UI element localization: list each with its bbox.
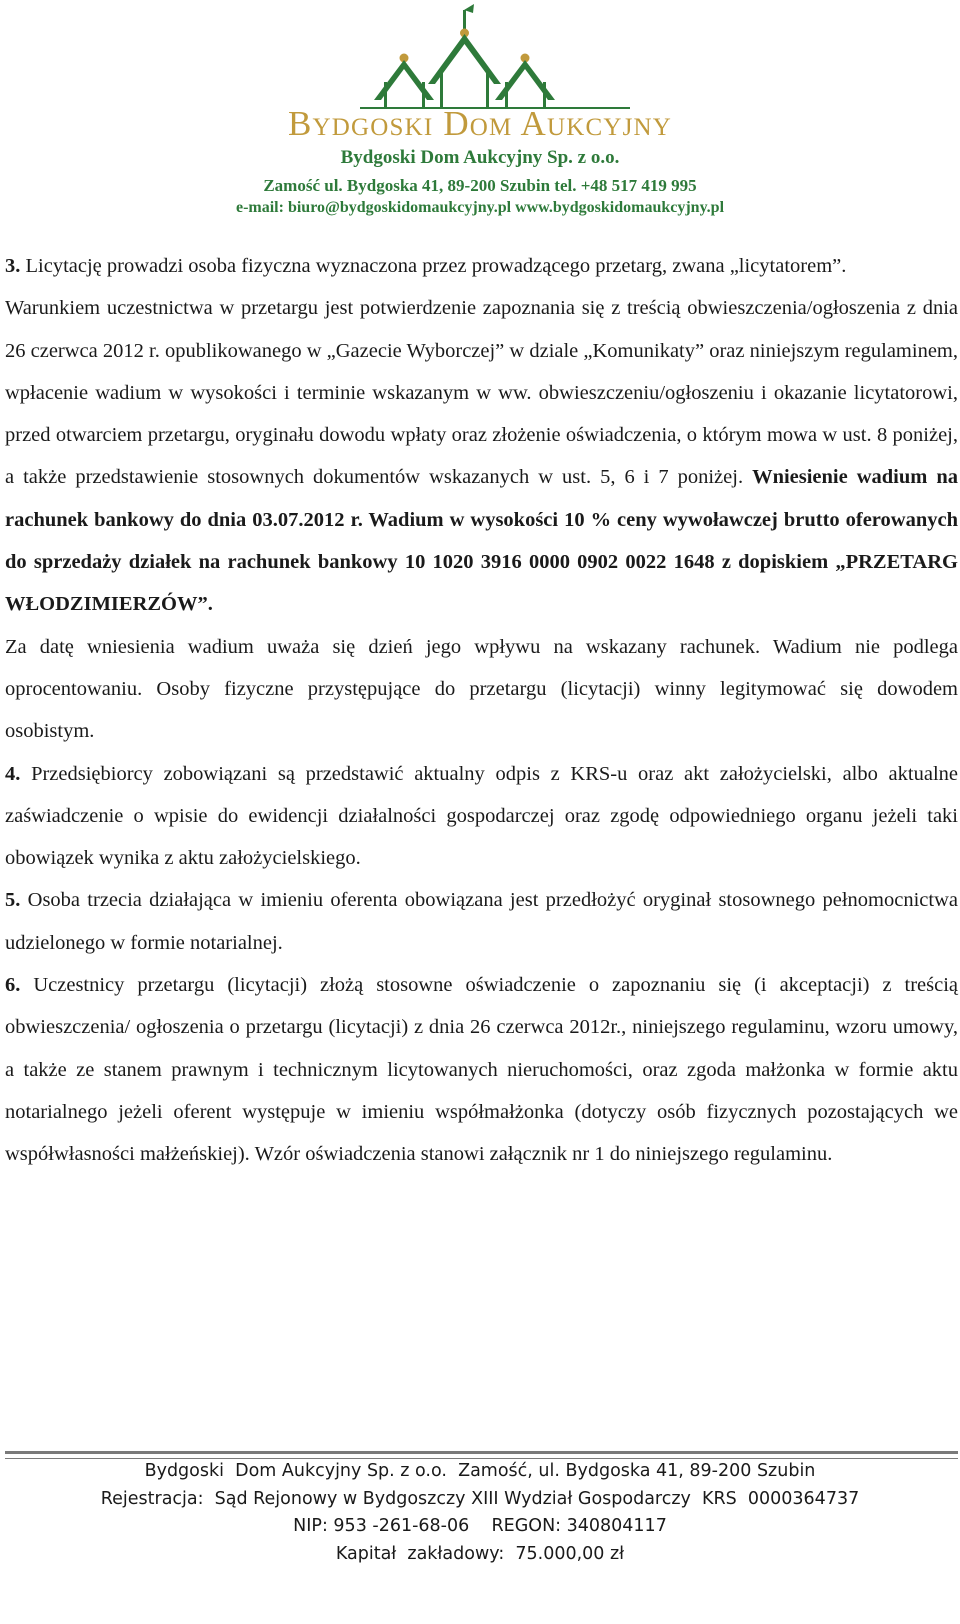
paragraph-number: 5. [5,889,21,912]
paragraph-4 [5,753,958,880]
company-address: Zamość ul. Bydgoska 41, 89-200 Szubin tel. +48 517 419 995 [263,176,697,195]
paragraph-3-participation [5,287,958,625]
paragraph-number: 6. [5,974,21,997]
footer-tax-line: NIP: 953 -261-68-06 REGON: 340804117 [293,1516,667,1537]
footer-registration-line: Rejestracja: Sąd Rejonowy w Bydgoszczy XIII Wydział Gospodarczy KRS 0000364737 [100,1488,860,1509]
paragraph-3-deposit [5,626,958,753]
auction-house-logo-icon [360,4,630,110]
regulation-text [5,245,958,1176]
paragraph-number: 3. [5,255,21,277]
paragraph-5 [5,879,958,964]
paragraph-text: Przedsiębiorcy zobowiązani są przedstawić aktualny odpis z KRS-u oraz akt założycielski, albo aktualne zaświadczenie o wpisie do ewidencji działalności gospodarczej oraz zgodę odpowiedniego organu jeżeli taki obowiązek wynika z aktu założycielskiego. [5,762,958,870]
company-name: Bydgoski Dom Aukcyjny Sp. z o.o. [340,147,620,168]
paragraph-text: Osoba trzecia działająca w imieniu oferenta obowiązana jest przedłożyć oryginał stosownego pełnomocnictwa udzielonego w formie notarialnej. [5,889,958,954]
paragraph-text-bold: Wniesienie wadium na rachunek bankowy do dnia 03.07.2012 r. Wadium w wysokości 10 % ceny wywoławczej brutto oferowanych do sprzedaży działek na rachunek bankowy 10 1020 3916 0000 0902 0022 1648 z dopiskiem „PRZETARG WŁODZIMIERZÓW”. [5,466,958,616]
letterhead [0,0,960,225]
paragraph-3 [5,245,958,287]
paragraph-text: Uczestnicy przetargu (licytacji) złożą stosowne oświadczenie o zapoznaniu się (i akceptacji) z treścią obwieszczenia/ ogłoszenia o przetargu (licytacji) z dnia 26 czerwca 2012r., niniejszego regulaminu, wzoru umowy, a także ze stanem prawnym i technicznym licytowanych nieruchomości, oraz zgoda małżonka w formie aktu notarialnego jeżeli oferent występuje w imieniu współmałżonka (dotyczy osób fizycznych pozostających we współwłasności małżeńskiej). Wzór oświadczenia stanowi załącznik nr 1 do niniejszego regulaminu. [5,974,958,1166]
company-contact: e-mail: biuro@bydgoskidomaukcyjny.pl www.bydgoskidomaukcyjny.pl [235,199,725,216]
paragraph-text: Licytację prowadzi osoba fizyczna wyznaczona przez prowadzącego przetarg, zwana „licytatorem”. [20,255,847,277]
paragraph-text: Warunkiem uczestnictwa w przetargu jest potwierdzenie zapoznania się z treścią obwieszczenia/ogłoszenia z dnia 26 czerwca 2012 r. opublikowanego w „Gazecie Wyborczej” w dziale „Komunikaty” oraz niniejszym regulaminem, wpłacenie wadium w wysokości i terminie wskazanym w ww. obwieszczeniu/ogłoszeniu i okazanie licytatorowi, przed otwarciem przetargu, oryginału dowodu wpłaty oraz złożenie oświadczenia, o którym mowa w ust. 8 poniżej, a także przedstawienie stosownych dokumentów wskazanych w ust. 5, 6 i 7 poniżej. [5,297,958,489]
page-footer [0,1458,960,1568]
paragraph-6 [5,964,958,1175]
footer-company-line: Bydgoski Dom Aukcyjny Sp. z o.o. Zamość, ul. Bydgoska 41, 89-200 Szubin [144,1461,816,1481]
paragraph-text: Za datę wniesienia wadium uważa się dzień jego wpływu na wskazany rachunek. Wadium nie podlega oprocentowaniu. Osoby fizyczne przystępujące do przetargu (licytacji) winny legitymować się dowodem osobistym. [5,635,958,743]
footer-capital-line: Kapitał zakładowy: 75.000,00 zł [335,1543,625,1564]
brand-name: Bydgoski Dom Aukcyjny [287,104,673,143]
paragraph-number: 4. [5,762,21,785]
